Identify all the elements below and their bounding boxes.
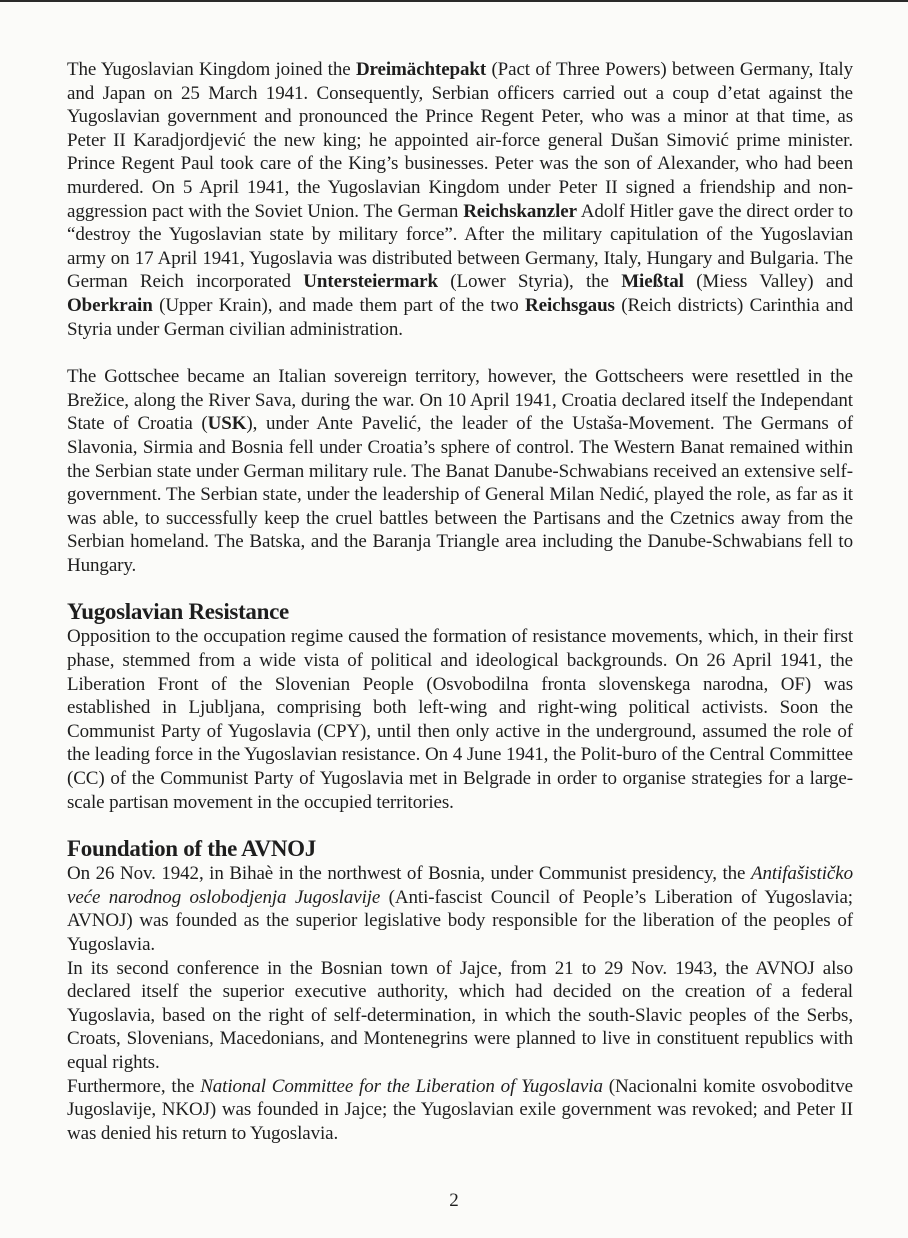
paragraph-jajce-conference: In its second conference in the Bosnian town of Jajce, from 21 to 29 Nov. 1943, the AVNOJ also declared itself the superior executive authority, which had decided on the creation of a federal Yugoslavia, based on the right of self-determination, in which the south-Slavic peoples of the Serbs, Croats, Slovenians, Macedonians, and Montenegrins were planned to live in constituent republics with equal rights. <box>67 957 853 1073</box>
bold-term: Untersteiermark <box>303 271 438 293</box>
italic-term: National Committee for the Liberation of Yugoslavia <box>200 1075 603 1097</box>
document-page <box>67 58 853 1145</box>
page-number: 2 <box>449 1190 459 1211</box>
italic-term: Antifašističko veće narodnog oslobodjenja Jugoslavije <box>67 863 853 908</box>
bold-term: USK <box>207 413 247 435</box>
bold-term: Mießtal <box>621 271 684 293</box>
paragraph-nkoj: Furthermore, the National Committee for the Liberation of Yugoslavia (Nacionalni komite osvoboditve Jugoslavije, NKOJ) was founded in Jajce; the Yugoslavian exile government was revoked; and Peter II was denied his return to Yugoslavia. <box>67 1075 853 1144</box>
paragraph-gottschee-croatia: The Gottschee became an Italian sovereign territory, however, the Gottscheers were resettled in the Brežice, along the River Sava, during the war. On 10 April 1941, Croatia declared itself the Independant State of Croatia (USK), under Ante Pavelić, the leader of the Ustaša-Movement. The Germans of Slavonia, Sirmia and Bosnia fell under Croatia’s sphere of control. The Western Banat remained within the Serbian state under German military rule. The Banat Danube-Schwabians received an extensive self-government. The Serbian state, under the leadership of General Milan Nedić, played the role, as far as it was able, to successfully keep the cruel battles between the Partisans and the Czetnics away from the Serbian homeland. The Batska, and the Baranja Triangle area including the Danube-Schwabians fell to Hungary. <box>67 366 853 576</box>
bold-term: Reichskanzler <box>463 200 577 222</box>
paragraph-avnoj-founding: On 26 Nov. 1942, in Bihaè in the northwest of Bosnia, under Communist presidency, the Antifašističko veće narodnog oslobodjenja Jugoslavije (Anti-fascist Council of People’s Liberation of Yugoslavia; AVNOJ) was founded as the superior legislative body responsible for the liberation of the peoples of Yugoslavia. <box>67 863 853 955</box>
section-heading-avnoj: Foundation of the AVNOJ <box>67 836 316 862</box>
section-heading-resistance: Yugoslavian Resistance <box>67 599 289 625</box>
paragraph-resistance: Opposition to the occupation regime caused the formation of resistance movements, which, in their first phase, stemmed from a wide vista of political and ideological backgrounds. On 26 April 1941, the Liberation Front of the Slovenian People (Osvobodilna fronta slovenskega narodna, OF) was established in Ljubljana, comprising both left-wing and right-wing political activists. Soon the Communist Party of Yugoslavia (CPY), until then only active in the underground, assumed the role of the leading force in the Yugoslavian resistance. On 4 June 1941, the Polit-buro of the Central Committee (CC) of the Communist Party of Yugoslavia met in Belgrade in order to organise strategies for a large-scale partisan movement in the occupied territories. <box>67 626 853 813</box>
bold-term: Reichsgaus <box>525 294 615 316</box>
bold-term: Dreimächtepakt <box>355 59 487 80</box>
paragraph-tripartite-pact: The Yugoslavian Kingdom joined the Dreimächtepakt (Pact of Three Powers) between Germany, Italy and Japan on 25 March 1941. Consequently, Serbian officers carried out a coup d’etat against the Yugoslavian government and pronounced the Prince Regent Peter, who was a minor at that time, as Peter II Karadjordjević the new king; he appointed air-force general Dušan Simović prime minister. Prince Regent Paul took care of the King’s businesses. Peter was the son of Alexander, who had been murdered. On 5 April 1941, the Yugoslavian Kingdom under Peter II signed a friendship and non-aggression pact with the Soviet Union. The German Reichskanzler Adolf Hitler gave the direct order to “destroy the Yugoslavian state by military force”. After the military capitulation of the Yugoslavian army on 17 April 1941, Yugoslavia was distributed between Germany, Italy, Hungary and Bulgaria. The German Reich incorporated Untersteiermark (Lower Styria), the Mießtal (Miess Valley) and Oberkrain (Upper Krain), and made them part of the two Reichsgaus (Reich districts) Carinthia and Styria under German civilian administration. <box>67 59 854 340</box>
bold-term: Oberkrain <box>67 294 153 316</box>
scan-top-edge <box>0 0 908 2</box>
